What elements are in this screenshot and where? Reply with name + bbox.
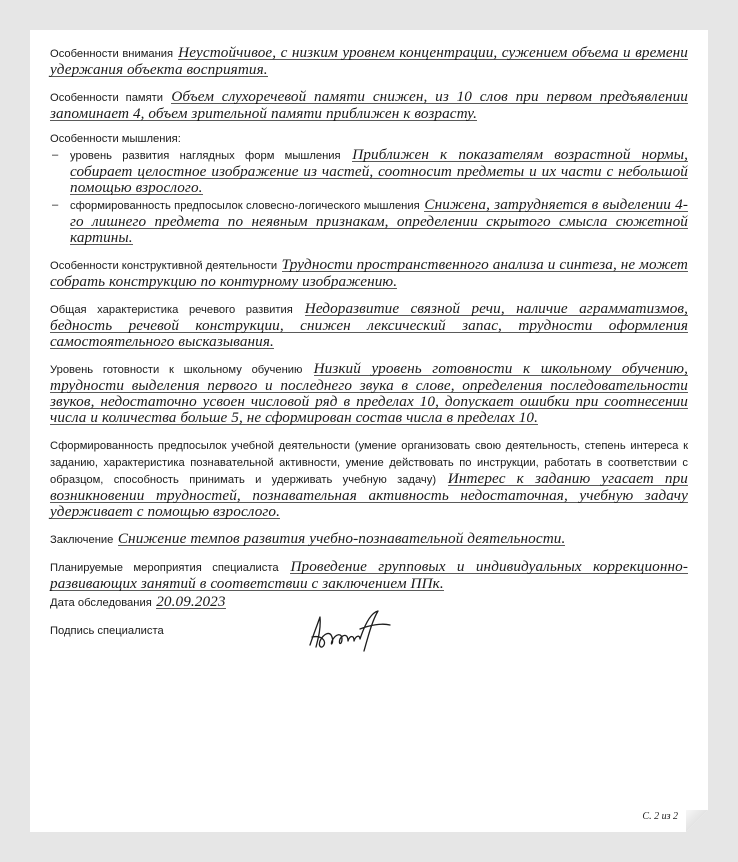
thinking-visual-label: уровень развития наглядных форм мышления xyxy=(70,150,341,162)
learning-value: Интерес к заданию угасает при возникновении трудностей, познавательная активность недостаточная, учебную задачу удерживает с помощью взрослого. xyxy=(50,470,689,520)
thinking-item-visual xyxy=(50,147,688,196)
readiness-label: Уровень готовности к школьному обучению xyxy=(50,364,303,376)
constructive-value: Трудности пространственного анализа и синтеза, не может собрать конструкцию по контурному изображению. xyxy=(50,256,688,290)
constructive-section xyxy=(50,257,688,290)
conclusion-value: Снижение темпов развития учебно-познавательной деятельности. xyxy=(117,530,566,547)
learning-section xyxy=(50,437,688,520)
attention-value: Неустойчивое, с низким уровнем концентрации, сужением объема и времени удержания объекта восприятия. xyxy=(50,44,689,78)
page-curl xyxy=(686,810,708,832)
readiness-section xyxy=(50,361,688,426)
thinking-visual-value: Приближен к показателям возрастной нормы, собирает целостное изображение из частей, соотносит предметы и их части с небольшой помощью взрослого. xyxy=(70,146,688,196)
speech-section xyxy=(50,301,688,350)
handwritten-signature xyxy=(304,607,394,655)
thinking-heading: Особенности мышления: xyxy=(50,133,181,145)
thinking-section xyxy=(50,133,688,246)
exam-date-value: 20.09.2023 xyxy=(156,593,226,610)
memory-value: Объем слухоречевой памяти снижен, из 10 слов при первом предъявлении запоминает 4, объем зрительной памяти приближен к возрасту. xyxy=(50,88,688,122)
readiness-value: Низкий уровень готовности к школьному обучению, трудности выделения первого и последнего звука в слове, определения последовательности звуков, недостаточно усвоен числовой ряд в пределах 10, допускает ошибки при соотнесении числа и количества больше 5, не сформирован состав числа в пределах 10. xyxy=(50,360,689,426)
document-body xyxy=(50,45,688,651)
conclusion-section xyxy=(50,531,688,548)
signature-label: Подпись специалиста xyxy=(50,625,164,637)
page-number: С. 2 из 2 xyxy=(642,811,678,822)
conclusion-label: Заключение xyxy=(50,534,114,546)
signature-row xyxy=(50,621,688,651)
planned-section xyxy=(50,559,688,592)
learning-label: Сформированность предпосылок учебной деятельности (умение организовать свою деятельность, степень интереса к заданию, характеристика познавательной активности, умение действовать по инструкции, работать в соответствии с образцом, способность принимать и удерживать учебную задачу) xyxy=(50,440,688,486)
memory-label: Особенности памяти xyxy=(50,92,164,104)
attention-section xyxy=(50,45,688,78)
exam-date-label: Дата обследования xyxy=(50,597,152,609)
list-dash: – xyxy=(52,149,59,161)
memory-section xyxy=(50,89,688,122)
planned-value: Проведение групповых и индивидуальных коррекционно-развивающих занятий в соответствии с заключением ППк. xyxy=(50,558,688,592)
constructive-label: Особенности конструктивной деятельности xyxy=(50,260,278,272)
list-dash: – xyxy=(52,199,59,211)
thinking-item-verbal xyxy=(50,197,688,246)
speech-value: Недоразвитие связной речи, наличие аграмматизмов, бедность речевой конструкции, снижен лексический запас, трудности оформления самостоятельного высказывания. xyxy=(50,300,688,350)
speech-label: Общая характеристика речевого развития xyxy=(50,304,293,316)
planned-label: Планируемые мероприятия специалиста xyxy=(50,562,279,574)
thinking-verbal-value: Снижена, затрудняется в выделении 4-го лишнего предмета по неявным признакам, определении скрытого смысла сюжетной картины. xyxy=(70,196,689,246)
thinking-verbal-label: сформированность предпосылок словесно-логического мышления xyxy=(70,200,420,212)
attention-label: Особенности внимания xyxy=(50,48,174,60)
